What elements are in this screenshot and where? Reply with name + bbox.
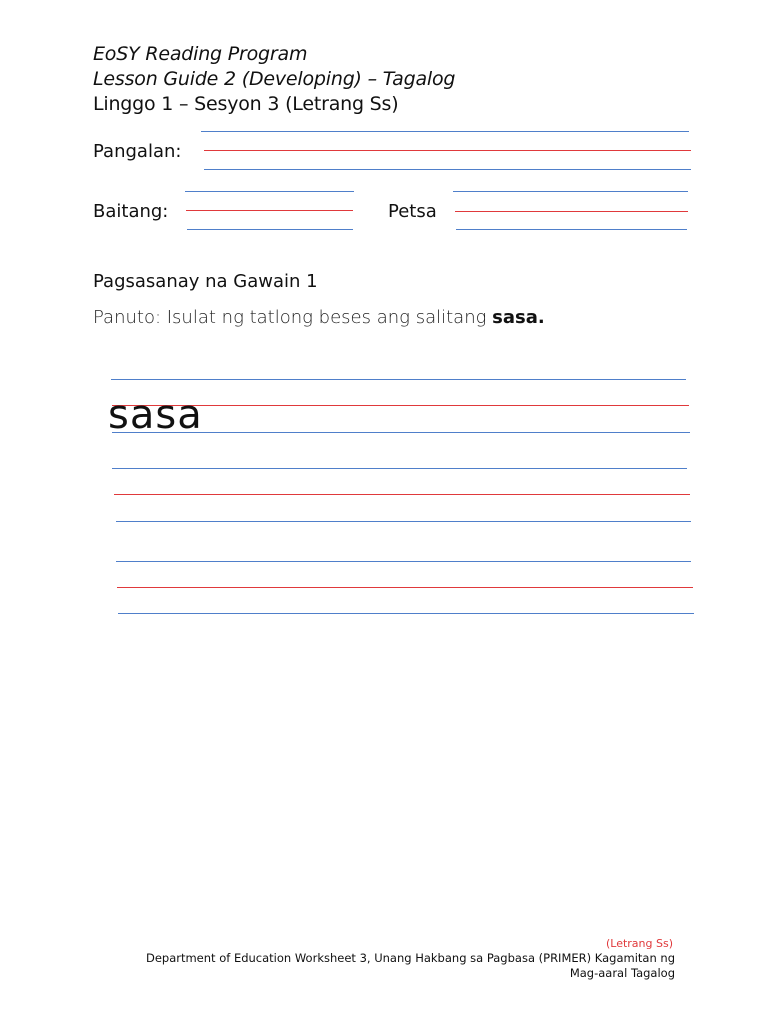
- date-label: Petsa: [388, 201, 437, 222]
- activity-title: Pagsasanay na Gawain 1: [93, 271, 318, 292]
- row1-line-top: [111, 379, 686, 380]
- date-line-top: [453, 191, 688, 192]
- sample-word: sasa: [108, 392, 203, 438]
- lesson-guide-title: Lesson Guide 2 (Developing) – Tagalog: [93, 68, 456, 90]
- grade-label: Baitang:: [93, 201, 169, 222]
- name-label: Pangalan:: [93, 141, 182, 162]
- name-line-mid: [204, 150, 691, 151]
- footer-credit: [75, 951, 675, 981]
- name-line-bottom: [204, 169, 691, 170]
- grade-line-bottom: [187, 229, 353, 230]
- row2-line-top: [112, 468, 687, 469]
- grade-line-mid: [186, 210, 353, 211]
- instruction-text: Panuto: Isulat ng tatlong beses ang salitang: [93, 307, 487, 328]
- row3-line-base: [118, 613, 694, 614]
- row3-line-mid: [117, 587, 693, 588]
- session-title: Linggo 1 – Sesyon 3 (Letrang Ss): [93, 93, 399, 115]
- footer-line-1: Department of Education Worksheet 3, Unang Hakbang sa Pagbasa (PRIMER) Kagamitan ng: [145, 951, 675, 965]
- date-line-mid: [455, 211, 688, 212]
- row2-line-mid: [114, 494, 690, 495]
- name-line-top: [201, 131, 689, 132]
- activity-instruction: [93, 307, 545, 328]
- footer-line-2: Mag-aaral Tagalog: [569, 966, 675, 980]
- row2-line-base: [116, 521, 691, 522]
- row3-line-top: [116, 561, 691, 562]
- program-title: EoSY Reading Program: [93, 43, 308, 65]
- grade-line-top: [185, 191, 354, 192]
- instruction-word: sasa.: [492, 307, 545, 328]
- date-line-bottom: [456, 229, 687, 230]
- footer-tag: (Letrang Ss): [605, 937, 673, 950]
